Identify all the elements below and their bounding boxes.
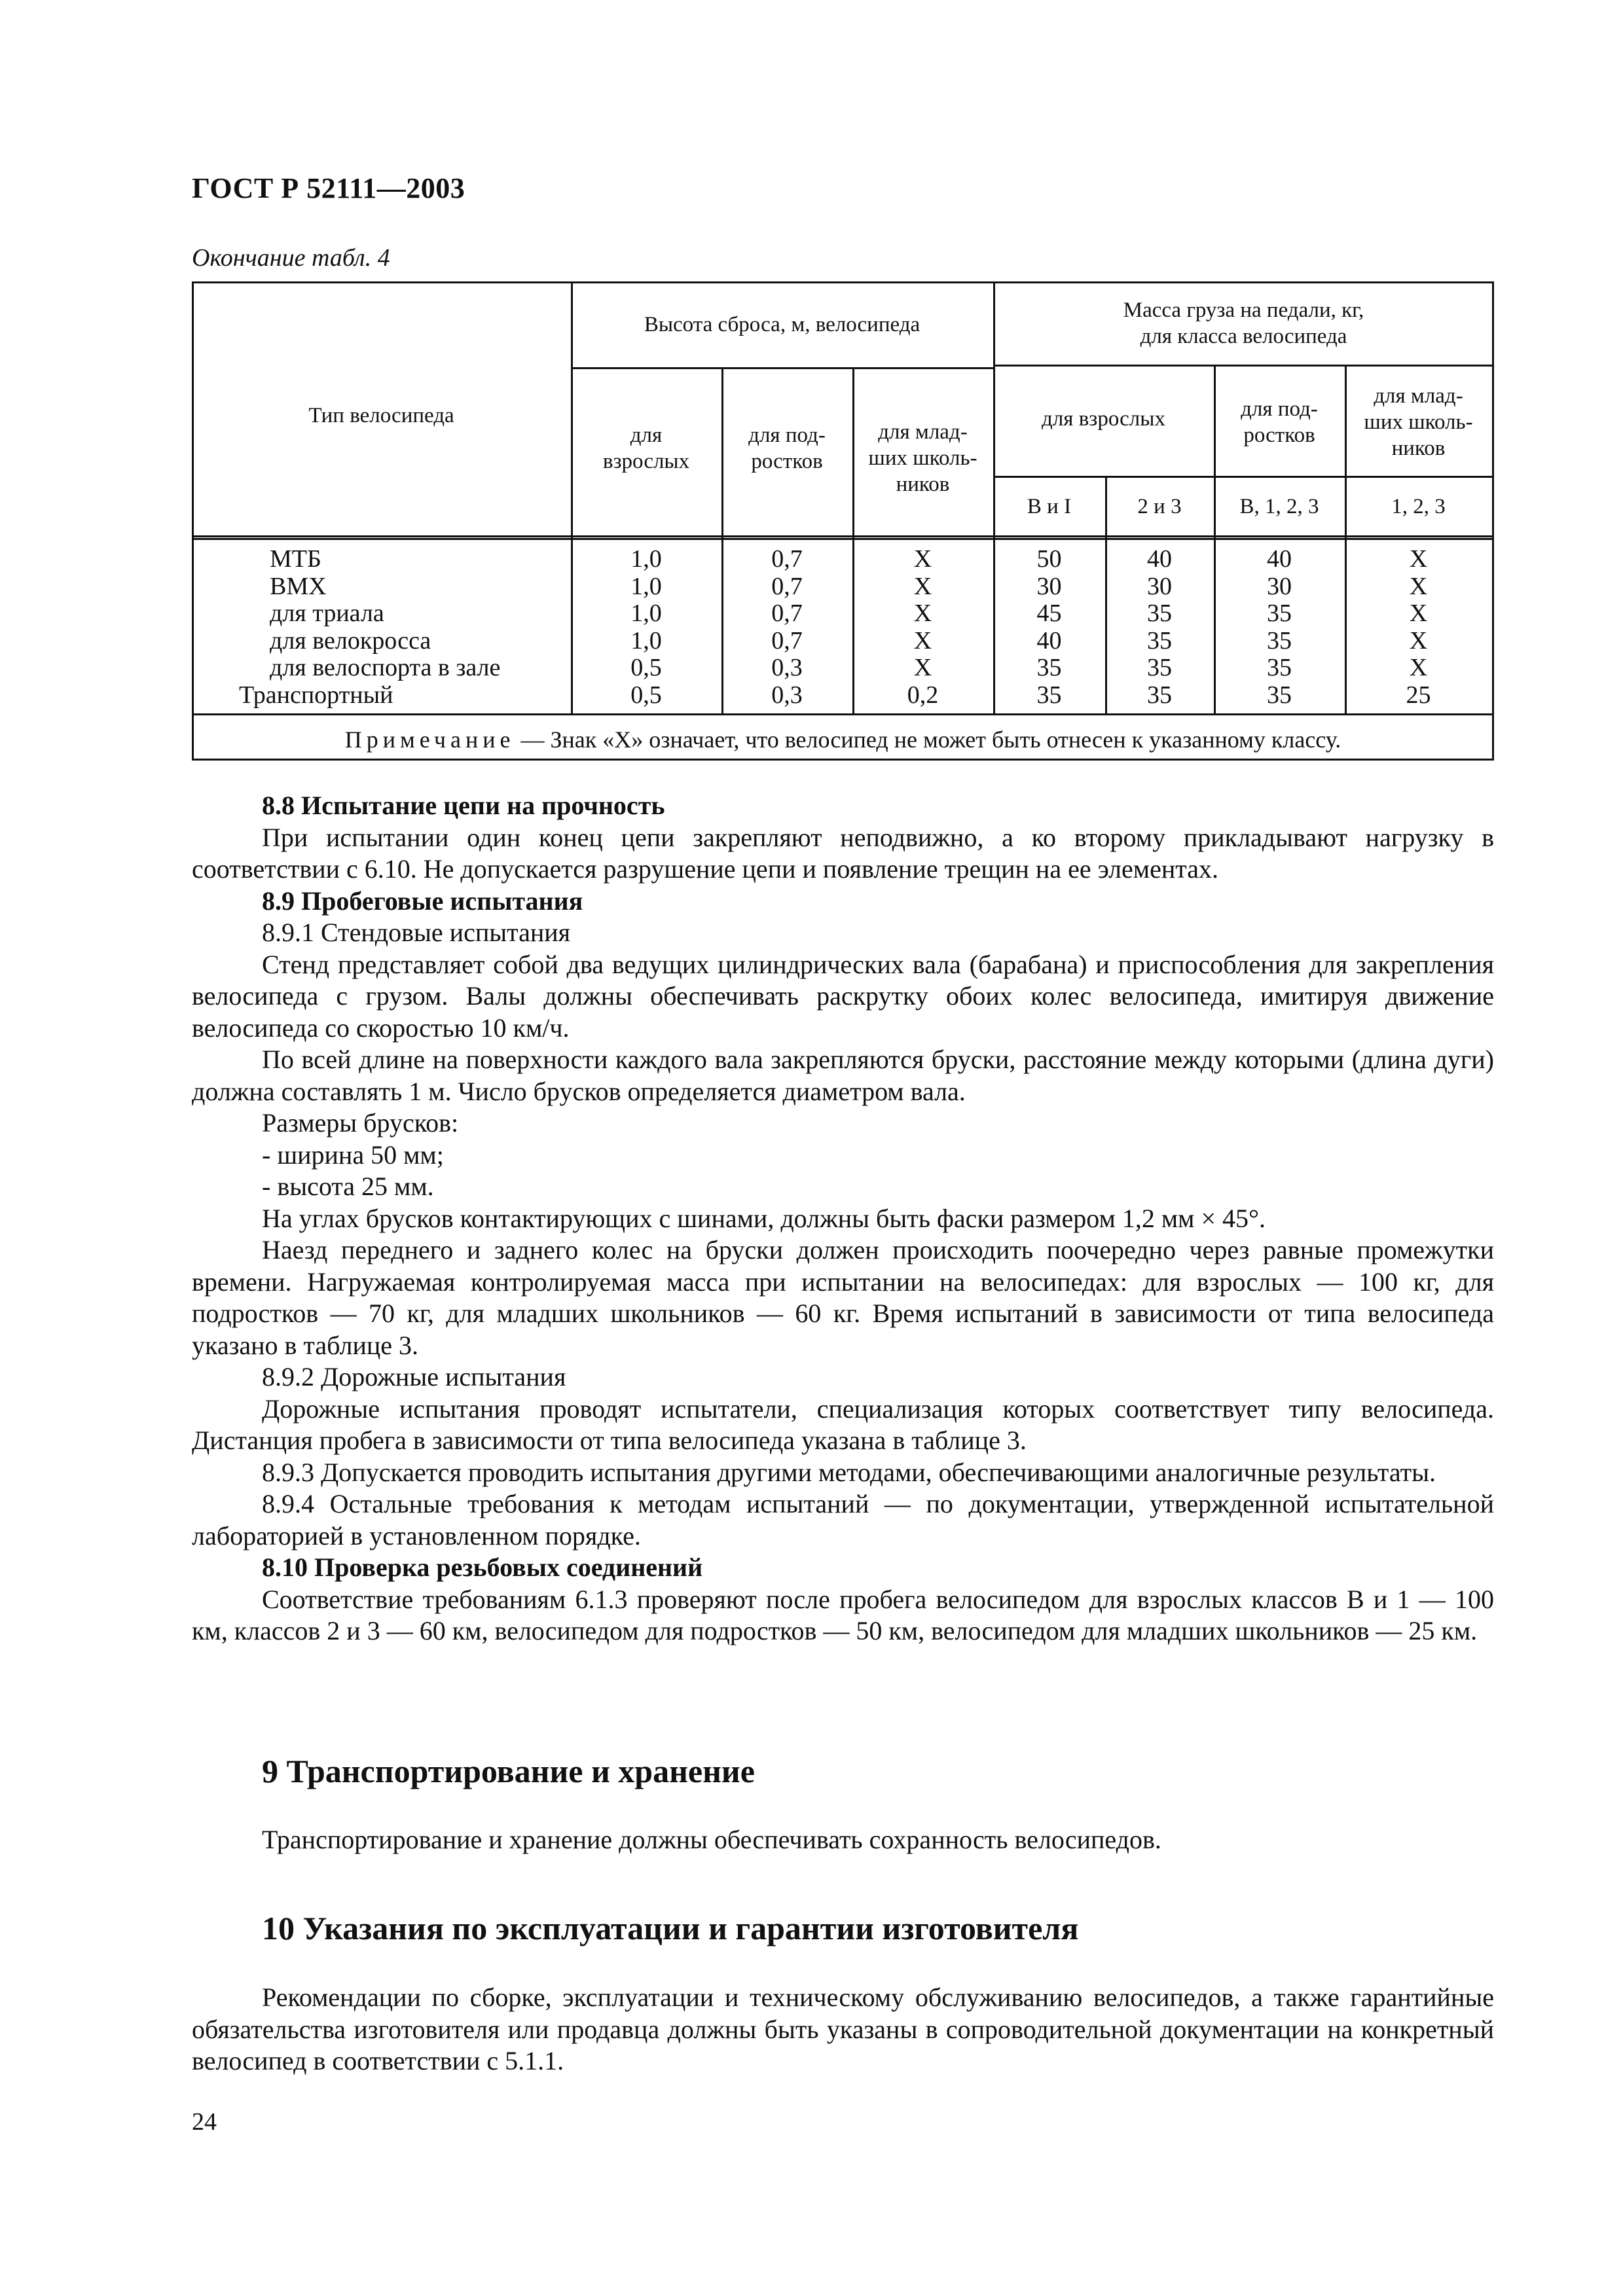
- header-sub-2-3: 2 и 3: [1137, 495, 1182, 518]
- table-rule-mass-header: [993, 365, 1494, 367]
- paragraph: 8.9.3 Допускается проводить испытания другими методами, обеспечивающими аналогичные результаты.: [262, 1457, 1436, 1487]
- table-cell: ВМХ: [270, 572, 327, 600]
- table-cell: X: [913, 626, 932, 655]
- table-cell: 35: [1147, 626, 1172, 655]
- table-cell: 1,0: [630, 600, 662, 628]
- table-cell: 35: [1036, 654, 1062, 682]
- table-cell: 25: [1406, 681, 1431, 709]
- paragraph: Наезд переднего и заднего колес на бруски должен происходить поочередно через равные промежутки времени. Нагружаемая контролируемая масса при испытании на велосипедах: для взрослых — 100 кг, для подростков — 70 кг, для младших школьников — 60 кг. Время испытаний в зависимости от типа велосипеда указано в таблице 3.: [192, 1235, 1494, 1360]
- table-cell: X: [1409, 545, 1428, 573]
- table-cell: Транспортный: [239, 681, 393, 709]
- section-8-9-2-heading: 8.9.2 Дорожные испытания: [262, 1362, 566, 1391]
- header-sub-teen: В, 1, 2, 3: [1239, 495, 1319, 518]
- section-10-heading: 10 Указания по эксплуатации и гарантии изготовителя: [262, 1910, 1079, 1946]
- table-cell: 40: [1147, 545, 1172, 573]
- table-cell: 0,2: [907, 681, 939, 709]
- section-10-text: Рекомендации по сборке, эксплуатации и техническому обслуживанию велосипедов, а также гарантийные обязательства изготовителя или продавца должны быть указаны в сопроводительной документации на конкретный велосипед в соответствии с 5.1.1.: [192, 1982, 1494, 2075]
- table-cell: 50: [1036, 545, 1062, 573]
- table-rule-header-bottom-2: [192, 538, 1494, 540]
- table-cell: 30: [1147, 572, 1172, 600]
- table-cell: 0,3: [771, 681, 803, 709]
- column-height-teen: [721, 546, 852, 709]
- column-mass-junior: [1345, 546, 1492, 709]
- header-mass-group: Масса груза на педали, кг, для класса велосипеда: [1123, 298, 1364, 348]
- paragraph: Стенд представляет собой два ведущих цилиндрических вала (барабана) и приспособления для закрепления велосипеда с грузом. Валы должны обеспечивать раскрутку обоих колес велосипеда, имитируя движение велосипеда со скоростью 10 км/ч.: [192, 949, 1494, 1043]
- section-8-9-1-heading: 8.9.1 Стендовые испытания: [262, 918, 571, 947]
- table-cell: 0,7: [771, 545, 803, 573]
- table-cell: 35: [1147, 600, 1172, 628]
- table-cell: X: [1409, 600, 1428, 628]
- table-border-left: [192, 281, 194, 761]
- table-cell: X: [1409, 654, 1428, 682]
- column-height-junior: [852, 546, 993, 709]
- section-9-text: Транспортирование и хранение должны обеспечивать сохранность велосипедов.: [262, 1825, 1161, 1854]
- table-cell: 30: [1267, 572, 1292, 600]
- table-cell: 0,7: [771, 626, 803, 655]
- column-height-adult: [571, 546, 721, 709]
- table-cell: для велокросса: [270, 626, 431, 655]
- table-cell: 35: [1147, 681, 1172, 709]
- table-cell: X: [1409, 626, 1428, 655]
- table-cell: 35: [1267, 681, 1292, 709]
- header-mass-teen: для под- ростков: [1241, 397, 1318, 447]
- table-cell: 40: [1267, 545, 1292, 573]
- header-height-junior: для млад- ших школь- ников: [868, 420, 977, 496]
- header-height-group: Высота сброса, м, велосипеда: [644, 312, 921, 336]
- table-cell: X: [913, 654, 932, 682]
- table-note: [192, 726, 1494, 753]
- table-note-label: Примечание: [344, 726, 515, 753]
- table-rule-header-bottom: [192, 535, 1494, 537]
- table-cell: X: [1409, 572, 1428, 600]
- table-cell: X: [913, 572, 932, 600]
- paragraph: Размеры брусков:: [262, 1108, 459, 1138]
- table-cell: 45: [1036, 600, 1062, 628]
- document-header: ГОСТ Р 52111—2003: [192, 172, 465, 204]
- column-mass-teen: [1214, 546, 1345, 709]
- table-cell: 0,7: [771, 600, 803, 628]
- section-8-9-heading: 8.9 Пробеговые испытания: [262, 886, 583, 916]
- table-cell: 1,0: [630, 626, 662, 655]
- table-cell: 40: [1036, 626, 1062, 655]
- table-cell: 0,5: [630, 681, 662, 709]
- header-mass-junior: для млад- ших школь- ников: [1364, 384, 1473, 460]
- section-9-heading: 9 Транспортирование и хранение: [262, 1753, 755, 1789]
- table-cell: для велоспорта в зале: [270, 654, 501, 682]
- table-cell: 35: [1147, 654, 1172, 682]
- header-height-teen: для под- ростков: [748, 423, 826, 473]
- table-cell: 35: [1036, 681, 1062, 709]
- section-8-8-heading: 8.8 Испытание цепи на прочность: [262, 791, 665, 820]
- table-cell: для триала: [270, 600, 384, 628]
- table-cell: МТБ: [270, 545, 321, 573]
- table-caption: Окончание табл. 4: [192, 244, 390, 272]
- list-item: - ширина 50 мм;: [262, 1139, 444, 1170]
- table-cell: X: [913, 600, 932, 628]
- column-type: [239, 546, 500, 709]
- header-height-adult: для взрослых: [602, 423, 690, 473]
- paragraph: На углах брусков контактирующих с шинами, должны быть фаски размером 1,2 мм × 45°.: [262, 1203, 1266, 1233]
- page-number: 24: [192, 2108, 217, 2136]
- header-sub-b-i: В и I: [1027, 495, 1072, 518]
- table-cell: 1,0: [630, 545, 662, 573]
- table-cell: 35: [1267, 600, 1292, 628]
- table-cell: 0,3: [771, 654, 803, 682]
- header-type: Тип велосипеда: [308, 404, 454, 427]
- table-cell: 35: [1267, 654, 1292, 682]
- section-8-10-text: Соответствие требованиям 6.1.3 проверяют после пробега велосипедом для взрослых классов В и 1 — 100 км, классов 2 и 3 — 60 км, велосипедом для подростков — 50 км, велосипедом для младших школьников — 25 км.: [192, 1584, 1494, 1645]
- sections-8: [192, 790, 1494, 1647]
- section-9-body: [192, 1824, 1494, 1856]
- table-rule-height-header: [571, 367, 993, 369]
- table-note-text: — Знак «X» означает, что велосипед не может быть отнесен к указанному классу.: [515, 726, 1341, 753]
- column-mass-b-i: [993, 546, 1105, 709]
- table-cell: 1,0: [630, 572, 662, 600]
- column-mass-2-3: [1105, 546, 1214, 709]
- table-border-bottom: [192, 759, 1494, 761]
- table-cell: 0,7: [771, 572, 803, 600]
- table-rule-body-bottom: [192, 713, 1494, 715]
- paragraph: По всей длине на поверхности каждого вала закрепляются бруски, расстояние между которыми (длина дуги) должна составлять 1 м. Число брусков определяется диаметром вала.: [192, 1045, 1494, 1106]
- paragraph: Дорожные испытания проводят испытатели, специализация которых соответствует типу велосипеда. Дистанция пробега в зависимости от типа велосипеда указана в таблице 3.: [192, 1393, 1494, 1455]
- paragraph: 8.9.4 Остальные требования к методам испытаний — по документации, утвержденной испытательной лабораторией в установленном порядке.: [192, 1489, 1494, 1551]
- header-sub-junior: 1, 2, 3: [1391, 495, 1446, 518]
- table-cell: 0,5: [630, 654, 662, 682]
- table-cell: X: [913, 545, 932, 573]
- table-cell: 35: [1267, 626, 1292, 655]
- header-mass-adult: для взрослых: [1042, 407, 1165, 431]
- section-8-8-text: При испытании один конец цепи закрепляют неподвижно, а ко второму прикладывают нагрузку в соответствии с 6.10. Не допускается разрушение цепи и появление трещин на ее элементах.: [192, 822, 1494, 884]
- list-item: - высота 25 мм.: [262, 1172, 434, 1201]
- data-table: [192, 281, 1494, 761]
- section-8-10-heading: 8.10 Проверка резьбовых соединений: [262, 1552, 703, 1582]
- table-cell: 30: [1036, 572, 1062, 600]
- section-10-body: [192, 1982, 1494, 2077]
